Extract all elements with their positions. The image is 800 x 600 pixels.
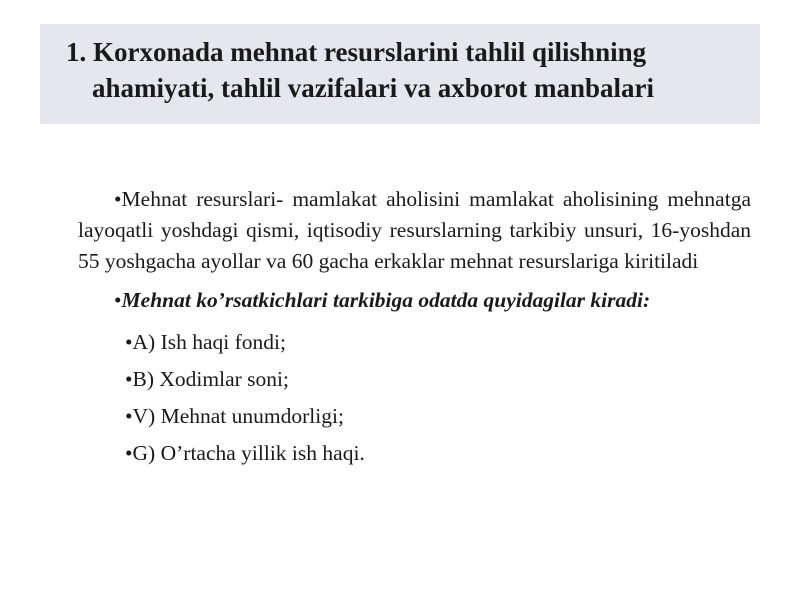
list-item xyxy=(78,398,751,435)
paragraph-indicators xyxy=(78,285,751,316)
bullet-marker: • xyxy=(114,288,122,312)
title-line-1: 1. Korxonada mehnat resurslarini tahlil qilishning xyxy=(66,37,647,67)
bullet-marker: • xyxy=(114,187,122,211)
slide-content xyxy=(78,184,751,472)
paragraph-definition xyxy=(78,184,751,277)
bullet-marker: • xyxy=(125,367,133,391)
list-item-text: B) Xodimlar soni; xyxy=(132,367,289,391)
list-item-text: G) O’rtacha yillik ish haqi. xyxy=(132,441,365,465)
paragraph-indicators-text: Mehnat ko’rsatkichlari tarkibiga odatda quyidagilar kiradi: xyxy=(121,288,651,312)
bullet-marker: • xyxy=(125,441,133,465)
list-item xyxy=(78,361,751,398)
bullet-marker: • xyxy=(125,330,133,354)
list-item-text: V) Mehnat unumdorligi; xyxy=(132,404,344,428)
bullet-marker: • xyxy=(125,404,133,428)
title-box xyxy=(40,24,760,124)
title-line-2: ahamiyati, tahlil vazifalari va axborot manbalari xyxy=(92,73,654,103)
list-item xyxy=(78,324,751,361)
list-item xyxy=(78,435,751,472)
list-item-text: A) Ish haqi fondi; xyxy=(132,330,286,354)
paragraph-definition-text: Mehnat resurslari- mamlakat aholisini mamlakat aholisining mehnatga layoqatli yoshdagi qismi, iqtisodiy resurslarning tarkibiy unsuri, 16-yoshdan 55 yoshgacha ayollar va 60 gacha erkaklar mehnat resurslariga kiritiladi xyxy=(78,187,751,273)
